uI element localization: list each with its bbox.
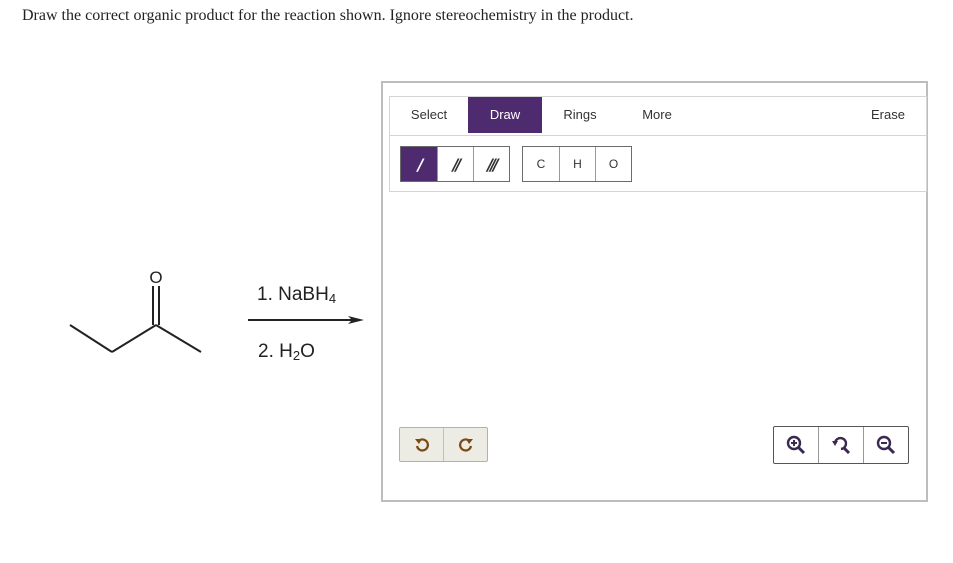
tab-rings[interactable]: Rings xyxy=(563,107,597,122)
bond-c2-c3 xyxy=(112,325,156,352)
butanone-structure xyxy=(60,262,210,357)
reset-zoom-icon xyxy=(831,435,851,455)
reagent-step-1-subscript: 4 xyxy=(328,291,337,306)
zoom-controls xyxy=(773,426,909,464)
tab-draw[interactable]: Draw xyxy=(468,97,542,133)
undo-icon xyxy=(414,437,430,453)
tab-more[interactable]: More xyxy=(642,107,672,122)
atom-tools xyxy=(522,146,632,182)
reagent-step-2 xyxy=(258,341,315,363)
reset-zoom-button[interactable] xyxy=(818,427,863,463)
zoom-in-button[interactable] xyxy=(774,427,818,463)
reagent-step-1 xyxy=(257,284,336,306)
erase-button[interactable]: Erase xyxy=(871,107,905,122)
redo-button[interactable] xyxy=(443,428,487,461)
bond-tools xyxy=(400,146,510,182)
structure-editor xyxy=(381,81,928,502)
history-controls xyxy=(399,427,488,462)
reagent-step-2-text: 2. H xyxy=(258,341,293,362)
zoom-out-button[interactable] xyxy=(863,427,908,463)
double-bond-tool[interactable]: // xyxy=(437,147,473,181)
oxygen-label: O xyxy=(149,268,163,287)
triple-bond-tool[interactable]: /// xyxy=(473,147,509,181)
zoom-in-icon xyxy=(786,435,806,455)
hydrogen-atom-tool[interactable]: H xyxy=(559,147,595,181)
question-prompt: Draw the correct organic product for the reaction shown. Ignore stereochemistry in the product. xyxy=(22,7,634,24)
toolbar-panel xyxy=(389,96,927,192)
bond-c3-c4 xyxy=(156,325,201,352)
oxygen-atom-tool[interactable]: O xyxy=(595,147,631,181)
reaction-arrow xyxy=(248,313,366,327)
redo-icon xyxy=(458,437,474,453)
undo-button[interactable] xyxy=(400,428,443,461)
toolbar-tabs xyxy=(390,97,926,136)
reagent-step-1-text: 1. NaBH xyxy=(257,284,329,305)
zoom-out-icon xyxy=(876,435,896,455)
carbon-atom-tool[interactable]: C xyxy=(536,157,546,171)
single-bond-tool[interactable]: / xyxy=(401,147,437,181)
bond-c1-c2 xyxy=(70,325,112,352)
tab-select[interactable]: Select xyxy=(410,107,448,122)
reagent-step-2-subscript: 2 xyxy=(292,348,301,363)
reagent-step-2-suffix: O xyxy=(300,341,315,362)
